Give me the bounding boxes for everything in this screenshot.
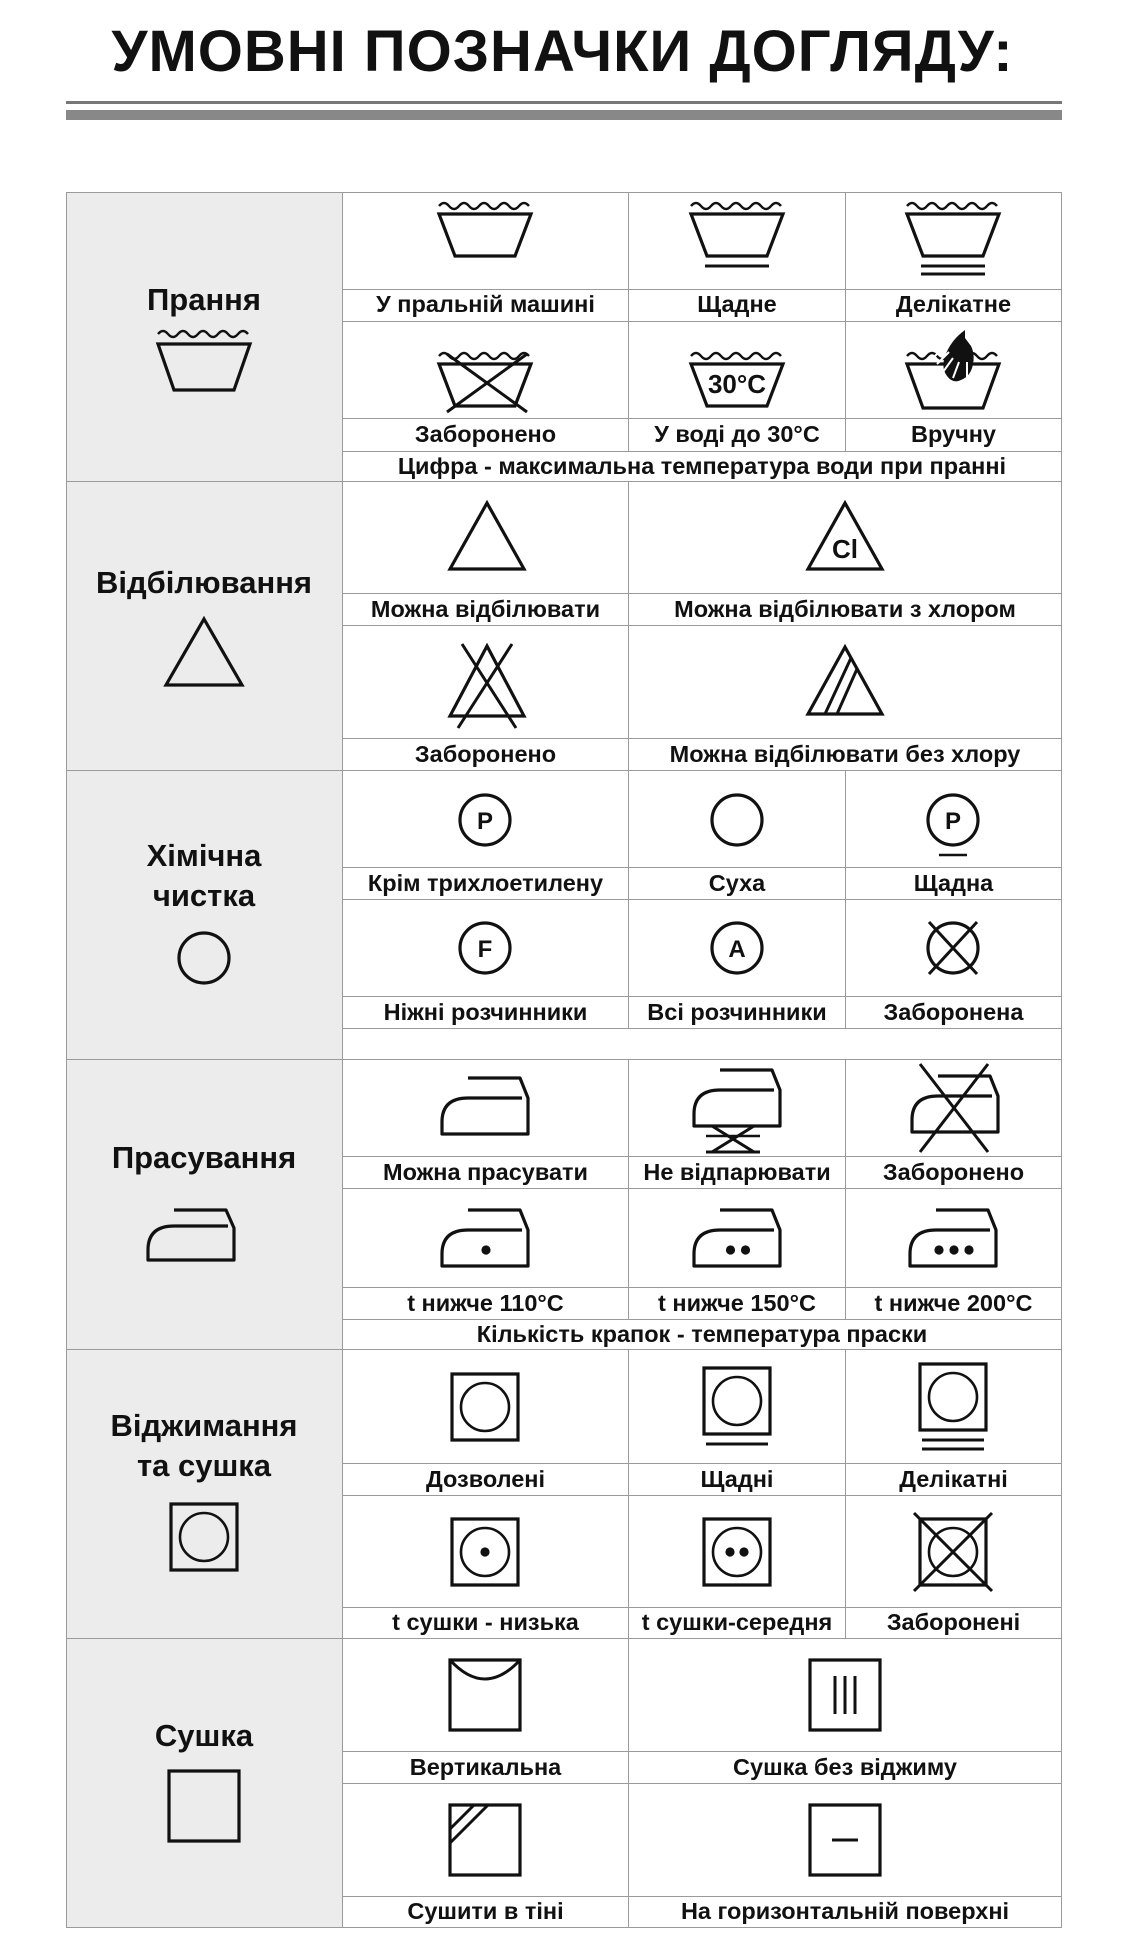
drip-dry-icon — [808, 1658, 882, 1732]
temperature-dot — [480, 1547, 489, 1556]
dry-cleaning-heading-line1: Хімічна — [146, 838, 262, 873]
temperature-dot — [739, 1547, 748, 1556]
ironing-heading-icon — [144, 1206, 238, 1264]
label-line-dry: Вертикальна — [409, 1754, 562, 1780]
label-chlorine-bleach: Можна відбілювати з хлором — [674, 596, 1016, 622]
ironing-note: Кількість крапок - температура праски — [476, 1321, 928, 1347]
bleach-allowed-icon — [447, 500, 527, 572]
iron-low-icon — [438, 1206, 532, 1270]
page-title: УМОВНІ ПОЗНАЧКИ ДОГЛЯДУ: — [111, 19, 1014, 84]
do-not-dry-clean-icon — [923, 918, 983, 978]
gentle-dry-clean-letter: P — [944, 808, 962, 835]
line-dry-icon — [448, 1658, 522, 1732]
label-do-not-bleach: Заборонено — [414, 741, 557, 767]
wash-30-icon — [689, 350, 785, 410]
dry-clean-a-letter: A — [728, 936, 746, 963]
gentle-dry-clean-icon — [925, 792, 981, 858]
iron-allowed-icon — [438, 1074, 532, 1138]
dry-clean-a-icon — [709, 920, 765, 976]
temperature-dot — [481, 1245, 490, 1254]
dry-clean-f-letter: F — [477, 936, 493, 963]
bleaching-heading-icon — [163, 616, 245, 688]
temperature-dot — [949, 1245, 958, 1254]
label-iron-allowed: Можна прасувати — [383, 1159, 588, 1185]
label-bleach-allowed: Можна відбілювати — [370, 596, 601, 622]
label-non-chlorine-bleach: Можна відбілювати без хлору — [669, 741, 1021, 767]
drycleaning-empty-cell — [342, 1028, 1062, 1060]
gentle-wash-icon — [689, 200, 785, 272]
label-tumble-allowed: Дозволені — [425, 1466, 546, 1492]
machine-wash-icon — [437, 200, 533, 260]
temperature-dot — [726, 1245, 735, 1254]
label-delicate-wash: Делікатне — [895, 291, 1012, 317]
spin-dry-heading-icon — [169, 1502, 239, 1572]
dry-clean-p-letter: P — [476, 808, 494, 835]
delicate-wash-icon — [905, 200, 1001, 278]
label-dry-in-shade: Сушити в тіні — [407, 1898, 564, 1924]
drying-heading-icon — [167, 1769, 241, 1843]
tumble-dry-icon — [450, 1372, 520, 1442]
dry-clean-icon — [709, 792, 765, 848]
ironing-heading-cell — [66, 1059, 343, 1350]
ironing-heading: Прасування — [111, 1140, 297, 1175]
label-do-not-wash: Заборонено — [414, 421, 557, 447]
non-chlorine-bleach-icon — [805, 644, 885, 718]
label-dry-flat: На горизонтальній поверхні — [680, 1898, 1010, 1924]
label-iron-110: t нижче 110°С — [407, 1290, 564, 1316]
dry-clean-p-icon — [457, 792, 513, 848]
dry-cleaning-heading-line2: чистка — [152, 878, 256, 913]
title-rule-thick — [66, 110, 1062, 120]
iron-high-icon — [906, 1206, 1000, 1270]
bleaching-heading: Відбілювання — [95, 565, 313, 600]
do-not-bleach-icon — [444, 640, 530, 730]
iron-medium-icon — [690, 1206, 784, 1270]
temperature-dot — [934, 1245, 943, 1254]
temperature-dot — [964, 1245, 973, 1254]
label-dry-clean-forbidden: Заборонена — [883, 999, 1024, 1025]
spin-dry-heading-cell — [66, 1349, 343, 1639]
delicate-tumble-dry-icon — [918, 1362, 988, 1454]
do-not-wash-icon — [437, 350, 533, 414]
temperature-dot — [741, 1245, 750, 1254]
label-drip-dry: Сушка без віджиму — [733, 1754, 957, 1780]
label-no-steam: Не відпарювати — [643, 1159, 831, 1185]
do-not-tumble-dry-icon — [912, 1511, 994, 1593]
label-tumble-low: t сушки - низька — [392, 1609, 579, 1635]
spin-dry-heading-line1: Віджимання — [110, 1408, 298, 1443]
washing-note: Цифра - максимальна температура води при пранні — [397, 453, 1007, 479]
gentle-tumble-dry-icon — [702, 1366, 772, 1448]
tumble-dry-low-icon — [450, 1517, 520, 1587]
hand-wash-icon — [905, 328, 1001, 414]
tumble-dry-medium-icon — [702, 1517, 772, 1587]
chlorine-bleach-text: Cl — [832, 534, 858, 564]
label-do-not-iron: Заборонено — [882, 1159, 1025, 1185]
dry-cleaning-heading-icon — [176, 930, 232, 986]
dry-clean-f-icon — [457, 920, 513, 976]
do-not-iron-icon — [906, 1060, 1002, 1156]
wash-30-text: 30°С — [707, 369, 767, 399]
label-tumble-medium: t сушки-середня — [641, 1609, 833, 1635]
label-tumble-delicate: Делікатні — [899, 1466, 1008, 1492]
spin-dry-heading-line2: та сушка — [136, 1448, 272, 1483]
chlorine-bleach-icon — [805, 500, 885, 572]
label-hand-wash: Вручну — [911, 421, 996, 447]
label-iron-150: t нижче 150°С — [658, 1290, 816, 1316]
label-wash-30: У воді до 30°С — [654, 421, 820, 447]
label-tumble-forbidden: Заборонені — [886, 1609, 1021, 1635]
label-gentle-dry-clean: Щадна — [913, 870, 994, 896]
dry-in-shade-icon — [448, 1803, 522, 1877]
label-all-solvents: Всі розчинники — [647, 999, 827, 1025]
temperature-dot — [725, 1547, 734, 1556]
title-rule-thin — [66, 101, 1062, 104]
no-steam-icon — [690, 1066, 784, 1156]
label-machine-wash: У пральній машині — [376, 291, 595, 317]
washing-heading-icon — [156, 328, 252, 394]
label-mild-solvents: Ніжні розчинники — [383, 999, 588, 1025]
label-except-trichloroethylene: Крім трихлоетилену — [367, 870, 604, 896]
drying-heading: Сушка — [154, 1718, 254, 1753]
label-iron-200: t нижче 200°С — [874, 1290, 1033, 1316]
label-tumble-gentle: Щадні — [700, 1466, 774, 1492]
washing-heading: Прання — [147, 282, 261, 317]
dry-flat-icon — [808, 1803, 882, 1877]
label-dry: Суха — [708, 870, 766, 896]
label-gentle-wash: Щадне — [697, 291, 777, 317]
